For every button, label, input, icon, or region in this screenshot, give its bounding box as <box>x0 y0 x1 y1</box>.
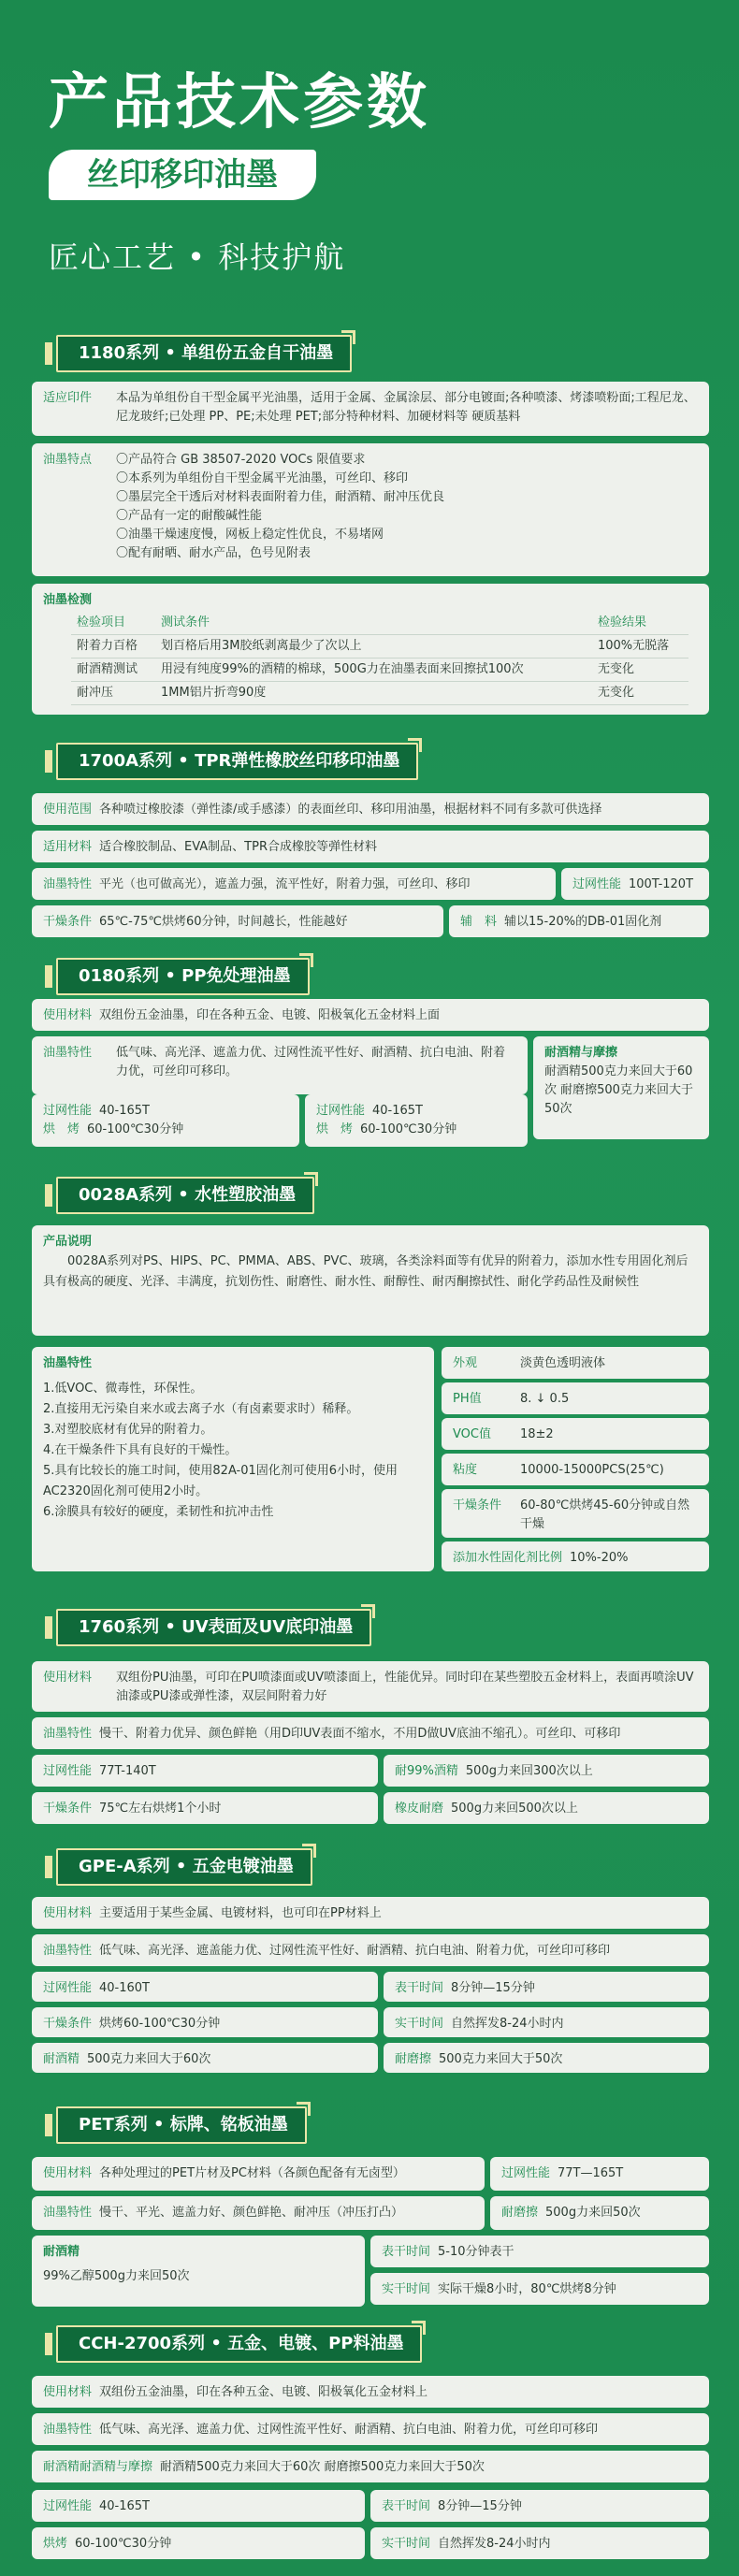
label: 实干时间 <box>382 2537 431 2551</box>
label: 干燥条件 <box>453 1498 502 1512</box>
label: 适应印件 <box>43 391 93 405</box>
box-1760-feature <box>32 1717 709 1749</box>
value: 5-10分钟表干 <box>438 2245 514 2259</box>
label: 油墨检测 <box>43 593 93 607</box>
box-cch-mesh <box>32 2490 365 2522</box>
value: 慢干、平光、遮盖力好、颜色鲜艳、耐冲压（冲压打凸） <box>99 2206 404 2220</box>
box-pet-feature <box>32 2196 485 2230</box>
box-1760-alcohol <box>384 1755 709 1787</box>
list-item: 〇产品符合 GB 38507-2020 VOCs 限值要求 <box>116 453 366 467</box>
box-0028-features <box>32 1347 434 1571</box>
value: 10000-15000PCS(25℃) <box>520 1463 664 1477</box>
box-0028-look <box>442 1347 709 1379</box>
label: 使用材料 <box>43 2166 93 2180</box>
label: 使用范围 <box>43 803 93 817</box>
label: 辅 料 <box>460 915 498 929</box>
label: 外观 <box>453 1356 478 1370</box>
value: 65℃-75℃烘烤60分钟，时间越长，性能越好 <box>99 915 348 929</box>
section-cch <box>32 2325 709 2363</box>
value: 烘烤60-100℃30分钟 <box>99 2017 221 2031</box>
table-header: 检验结果 <box>592 612 688 635</box>
label: 耐酒精 <box>43 2245 80 2259</box>
label: 油墨特性 <box>43 1356 93 1370</box>
table-cell: 1MM铝片折弯90度 <box>155 682 592 705</box>
box-0028-voc <box>442 1418 709 1450</box>
value: 双组份五金油墨，印在各种五金、电镀、阳极氧化五金材料上 <box>99 2385 428 2399</box>
value: 60-100℃30分钟 <box>75 2537 172 2551</box>
feature-list <box>116 451 444 563</box>
section-1700a <box>32 743 709 780</box>
label: 烘烤 <box>43 2537 68 2551</box>
label: 耐酒精耐酒精与摩擦 <box>43 2460 153 2474</box>
box-gpe-mesh <box>32 1972 378 2002</box>
value: 各种喷过橡胶漆（弹性漆/或手感漆）的表面丝印、移印用油墨，根据材料不同有多款可供选择 <box>99 803 602 817</box>
value: 60-80℃烘烤45-60分钟或自然干燥 <box>520 1498 690 1531</box>
table-cell: 无变化 <box>592 658 688 682</box>
label: 油墨特性 <box>43 2206 93 2220</box>
page-title: 产品技术参数 <box>49 68 430 137</box>
section-tag-0028a: 0028A系列 • 水性塑胶油墨 <box>56 1177 314 1214</box>
value: 8分钟—15分钟 <box>451 1981 535 1995</box>
label: 使用材料 <box>43 1008 93 1022</box>
label: 过网性能 <box>43 1764 93 1778</box>
box-1180-features <box>32 443 709 576</box>
label: 表干时间 <box>382 2499 431 2513</box>
value: 耐酒精500克力来回大于60次 耐磨擦500克力来回大于50次 <box>544 1064 693 1116</box>
value: 8. ↓ 0.5 <box>520 1392 570 1406</box>
box-pet-real-dry <box>370 2273 709 2305</box>
value: 75℃左右烘烤1个小时 <box>99 1802 222 1816</box>
label: 干燥条件 <box>43 1802 93 1816</box>
page-slogan: 匠心工艺 • 科技护航 <box>49 239 346 275</box>
label: 油墨特点 <box>43 453 93 467</box>
label: 油墨特性 <box>43 1046 93 1060</box>
table-cell: 无变化 <box>592 682 688 705</box>
box-pet-material <box>32 2157 485 2191</box>
value: 耐酒精500克力来回大于60次 耐磨擦500克力来回大于50次 <box>160 2460 485 2474</box>
list-item: 3.对塑胶底材有优异的附着力。 <box>43 1423 213 1437</box>
box-1700-material <box>32 831 709 862</box>
label: 耐磨擦 <box>395 2052 432 2066</box>
box-pet-alcohol <box>32 2236 365 2307</box>
value: 40-165T <box>99 2499 151 2513</box>
value: 低气味、高光泽、遮盖力优、过网性流平性好、耐酒精、抗白电油、附着力优，可丝印可移印 <box>99 2423 599 2437</box>
value: 500克力来回大于60次 <box>87 2052 211 2066</box>
box-0180-resist <box>533 1036 709 1139</box>
value: 慢干、附着力优异、颜色鲜艳（用D印UV表面不缩水，不用D做UV底油不缩孔）。可丝印、可移印 <box>99 1727 621 1741</box>
box-0180-spec-2 <box>305 1094 528 1147</box>
label: 表干时间 <box>395 1981 444 1995</box>
section-1760 <box>32 1609 709 1646</box>
label: 油墨特性 <box>43 1727 93 1741</box>
section-0180 <box>32 958 709 995</box>
section-0028a <box>32 1177 709 1214</box>
box-cch-material <box>32 2376 709 2408</box>
list-item: 〇油墨干燥速度慢，网板上稳定性优良，不易堵网 <box>116 528 384 542</box>
section-tag-1760: 1760系列 • UV表面及UV底印油墨 <box>56 1609 371 1646</box>
box-1760-dry <box>32 1792 378 1824</box>
label: 烘 烤 <box>43 1122 80 1136</box>
value: 0028A系列对PS、HIPS、PC、PMMA、ABS、PVC、玻璃，各类涂料面等有优异的附着力，添加水性专用固化剂后具有极高的硬度、光泽、丰满度，抗划伤性、耐磨性、耐水性、耐醇性、耐丙酮擦拭性、耐化学药品性及耐候性 <box>43 1254 688 1289</box>
label: 耐99%酒精 <box>395 1764 458 1778</box>
label: 过网性能 <box>43 1981 93 1995</box>
page-subtitle: 丝印移印油墨 <box>49 150 316 200</box>
value: 本品为单组份自干型金属平光油墨，适用于金属、金属涂层、部分电镀面;各种喷漆、烤漆喷粉面;工程尼龙、尼龙玻纤;已处理 PP、PE;未处理 PET;部分特种材料、加硬材料等 硬质基料 <box>116 391 696 424</box>
section-1180 <box>32 335 709 372</box>
value: 双组份五金油墨，印在各种五金、电镀、阳极氧化五金材料上面 <box>99 1008 441 1022</box>
box-pet-mesh <box>490 2157 709 2191</box>
box-cch-real-dry <box>370 2527 709 2559</box>
value: 60-100℃30分钟 <box>87 1122 184 1136</box>
box-0028-dry <box>442 1489 709 1538</box>
value: 平光（也可做高光），遮盖力强，流平性好，附着力强，可丝印、移印 <box>99 877 471 891</box>
label: 适用材料 <box>43 840 93 854</box>
value: 10%-20% <box>570 1551 629 1565</box>
value: 99%乙醇500g力来回50次 <box>43 2269 190 2283</box>
value: 40-160T <box>99 1981 151 1995</box>
box-1760-material <box>32 1661 709 1712</box>
section-pet <box>32 2106 709 2144</box>
value: 主要适用于某些金属、电镀材料，也可印在PP材料上 <box>99 1906 382 1920</box>
box-1700-aux <box>449 905 709 937</box>
box-1700-mesh <box>561 868 709 900</box>
value: 辅以15-20%的DB-01固化剂 <box>504 915 662 929</box>
label: 油墨特性 <box>43 2423 93 2437</box>
box-gpe-dry <box>32 2007 378 2037</box>
test-table <box>71 612 688 705</box>
value: 低气味、高光泽、遮盖能力优、过网性流平性好、耐酒精、抗白电油、附着力优，可丝印可移印 <box>99 1944 611 1958</box>
box-gpe-material <box>32 1897 709 1929</box>
label: 表干时间 <box>382 2245 431 2259</box>
label: 使用材料 <box>43 1906 93 1920</box>
label: 产品说明 <box>43 1235 93 1249</box>
value: 低气味、高光泽、遮盖力优、过网性流平性好、耐酒精、抗白电油、附着力优，可丝印可移印。 <box>116 1046 506 1078</box>
label: 添加水性固化剂比例 <box>453 1551 563 1565</box>
section-tag-pet: PET系列 • 标牌、铭板油墨 <box>56 2106 307 2144</box>
section-tag-cch: CCH-2700系列 • 五金、电镀、PP料油墨 <box>56 2325 422 2363</box>
label: 耐酒精与摩擦 <box>544 1046 618 1060</box>
value: 500g力来回500次以上 <box>451 1802 578 1816</box>
label: 油墨特性 <box>43 1944 93 1958</box>
label: 粘度 <box>453 1463 478 1477</box>
value: 500g力来回300次以上 <box>465 1764 593 1778</box>
list-item: 〇本系列为单组份自干型金属平光油墨，可丝印、移印 <box>116 471 409 485</box>
box-0028-ratio <box>442 1541 709 1571</box>
box-cch-bake <box>32 2527 365 2559</box>
box-0028-ph <box>442 1382 709 1414</box>
label: 过网性能 <box>316 1104 366 1118</box>
list-item: 1.低VOC、微毒性，环保性。 <box>43 1382 203 1396</box>
box-0028-desc <box>32 1225 709 1336</box>
section-gpe <box>32 1848 709 1886</box>
value: 适合橡胶制品、EVA制品、TPR合成橡胶等弹性材料 <box>99 840 377 854</box>
label: 烘 烤 <box>316 1122 354 1136</box>
label: 耐酒精 <box>43 2052 80 2066</box>
value: 自然挥发8-24小时内 <box>451 2017 564 2031</box>
value: 77T-140T <box>99 1764 156 1778</box>
list-item: 5.具有比较长的施工时间，使用82A-01固化剂可使用6小时，使用AC2320固化剂可使用2小时。 <box>43 1464 398 1498</box>
label: 干燥条件 <box>43 915 93 929</box>
box-cch-resist <box>32 2451 709 2482</box>
box-pet-wear <box>490 2196 709 2230</box>
table-cell: 耐冲压 <box>71 682 155 705</box>
box-gpe-real-dry <box>384 2007 709 2037</box>
box-gpe-surface-dry <box>384 1972 709 2002</box>
list-item: 2.直接用无污染自来水或去离子水（有卤素要求时）稀释。 <box>43 1402 359 1416</box>
label: VOC值 <box>453 1427 491 1441</box>
table-header: 测试条件 <box>155 612 592 635</box>
section-tag-0180: 0180系列 • PP免处理油墨 <box>56 958 310 995</box>
value: 60-100℃30分钟 <box>360 1122 457 1136</box>
label: 实干时间 <box>395 2017 444 2031</box>
label: 耐磨擦 <box>501 2206 539 2220</box>
box-1700-dry <box>32 905 443 937</box>
box-1760-mesh <box>32 1755 378 1787</box>
value: 自然挥发8-24小时内 <box>438 2537 551 2551</box>
list-item: 6.涂膜具有较好的硬度，柔韧性和抗冲击性 <box>43 1505 274 1519</box>
label: 使用材料 <box>43 1671 93 1685</box>
box-gpe-alcohol <box>32 2043 378 2073</box>
section-tag-gpe: GPE-A系列 • 五金电镀油墨 <box>56 1848 312 1886</box>
list-item: 〇产品有一定的耐酸碱性能 <box>116 509 263 523</box>
box-1180-usage <box>32 382 709 436</box>
value: 18±2 <box>520 1427 554 1441</box>
list-item: 〇配有耐晒、耐水产品，色号见附表 <box>116 546 312 560</box>
box-0180-spec-1 <box>32 1094 299 1147</box>
label: 油墨特性 <box>43 877 93 891</box>
list-item: 〇墨层完全干透后对材料表面附着力佳，耐酒精、耐冲压优良 <box>116 490 445 504</box>
table-cell: 附着力百格 <box>71 635 155 658</box>
box-0180-feature <box>32 1036 528 1094</box>
box-gpe-feature <box>32 1934 709 1966</box>
value: 淡黄色透明液体 <box>520 1356 606 1370</box>
value: 100T-120T <box>629 877 694 891</box>
label: 橡皮耐磨 <box>395 1802 444 1816</box>
label: PH值 <box>453 1392 482 1406</box>
box-cch-feature <box>32 2413 709 2445</box>
box-gpe-wear <box>384 2043 709 2073</box>
label: 过网性能 <box>572 877 622 891</box>
label: 过网性能 <box>43 2499 93 2513</box>
table-cell: 用浸有纯度99%的酒精的棉球，500G力在油墨表面来回擦拭100次 <box>155 658 592 682</box>
value: 各种处理过的PET片材及PC材料（各颜色配备有无卤型） <box>99 2166 405 2180</box>
label: 使用材料 <box>43 2385 93 2399</box>
label: 过网性能 <box>501 2166 551 2180</box>
section-tag-1180: 1180系列 • 单组份五金自干油墨 <box>56 335 352 372</box>
list-item: 4.在干燥条件下具有良好的干燥性。 <box>43 1443 238 1457</box>
box-cch-surface-dry <box>370 2490 709 2522</box>
table-cell: 划百格后用3M胶纸剥离最少了次以上 <box>155 635 592 658</box>
box-1760-rubber <box>384 1792 709 1824</box>
label: 干燥条件 <box>43 2017 93 2031</box>
box-1700-feature <box>32 868 556 900</box>
value: 40-165T <box>99 1104 151 1118</box>
box-1180-tests <box>32 584 709 715</box>
box-pet-surface-dry <box>370 2236 709 2267</box>
label: 过网性能 <box>43 1104 93 1118</box>
value: 双组份PU油墨，可印在PU喷漆面或UV喷漆面上，性能优异。同时印在某些塑胶五金材料上，表面再喷涂UV油漆或PU漆或弹性漆，双层间附着力好 <box>116 1671 694 1703</box>
value: 实际干燥8小时，80℃烘烤8分钟 <box>438 2282 616 2296</box>
box-1700-scope <box>32 793 709 825</box>
value: 77T—165T <box>558 2166 624 2180</box>
value: 500g力来回50次 <box>545 2206 641 2220</box>
table-header: 检验项目 <box>71 612 155 635</box>
table-cell: 100%无脱落 <box>592 635 688 658</box>
value: 40-165T <box>372 1104 424 1118</box>
label: 实干时间 <box>382 2282 431 2296</box>
section-tag-1700a: 1700A系列 • TPR弹性橡胶丝印移印油墨 <box>56 743 418 780</box>
value: 8分钟—15分钟 <box>438 2499 522 2513</box>
box-0028-viscosity <box>442 1454 709 1485</box>
box-0180-material <box>32 999 709 1031</box>
value: 500克力来回大于50次 <box>439 2052 563 2066</box>
table-cell: 耐酒精测试 <box>71 658 155 682</box>
